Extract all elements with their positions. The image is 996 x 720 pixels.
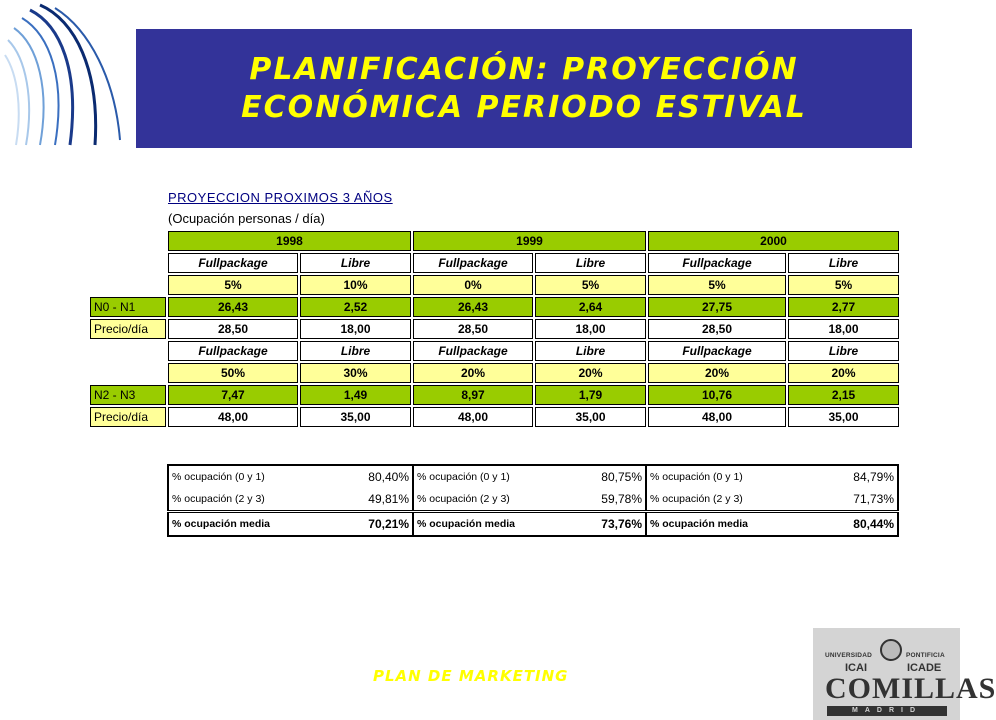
logo-swoosh-icon xyxy=(0,0,140,150)
occupancy-cell: 1,79 xyxy=(535,385,646,405)
occupancy-average-value: 70,21% xyxy=(348,512,413,537)
occupancy-value: 84,79% xyxy=(831,465,898,488)
percentage-cell: 50% xyxy=(168,363,298,383)
year-cell: 2000 xyxy=(648,231,899,251)
occupancy-label: % ocupación (0 y 1) xyxy=(168,465,348,488)
occupancy-cell: 2,77 xyxy=(788,297,899,317)
price-cell: 18,00 xyxy=(300,319,411,339)
percentage-cell: 5% xyxy=(788,275,899,295)
occupancy-cell: 26,43 xyxy=(413,297,533,317)
occupancy-row xyxy=(90,297,899,317)
percentage-cell: 20% xyxy=(535,363,646,383)
badge-text-icai: ICAI xyxy=(845,662,867,674)
price-cell: 35,00 xyxy=(300,407,411,427)
package-header-cell: Libre xyxy=(535,253,646,273)
row-label: N2 - N3 xyxy=(90,385,166,405)
blank-cell xyxy=(90,275,166,295)
page-title-line-2: ECONÓMICA PERIODO ESTIVAL xyxy=(241,89,807,125)
occupancy-value: 80,75% xyxy=(583,465,646,488)
occupancy-label: % ocupación (0 y 1) xyxy=(413,465,583,488)
row-label: Precio/día xyxy=(90,407,166,427)
blank-cell xyxy=(90,253,166,273)
occupancy-value: 80,40% xyxy=(348,465,413,488)
package-header-cell: Fullpackage xyxy=(413,253,533,273)
section-heading: PROYECCION PROXIMOS 3 AÑOS xyxy=(168,190,393,205)
percentage-cell: 20% xyxy=(788,363,899,383)
price-cell: 48,00 xyxy=(648,407,786,427)
badge-inner xyxy=(819,632,996,716)
badge-text-icade: ICADE xyxy=(907,662,942,674)
package-header-cell: Libre xyxy=(535,341,646,361)
year-cell: 1999 xyxy=(413,231,646,251)
occupancy-summary-table xyxy=(167,464,899,537)
package-header-cell: Fullpackage xyxy=(648,253,786,273)
price-cell: 28,50 xyxy=(648,319,786,339)
percentage-cell: 0% xyxy=(413,275,533,295)
occupancy-value: 59,78% xyxy=(583,488,646,512)
badge-text-pontificia: PONTIFICIA xyxy=(906,652,945,659)
occupancy-cell: 1,49 xyxy=(300,385,411,405)
badge-text-universidad: UNIVERSIDAD xyxy=(825,652,872,659)
year-cell: 1998 xyxy=(168,231,411,251)
percentage-cell: 10% xyxy=(300,275,411,295)
occupancy-cell: 2,52 xyxy=(300,297,411,317)
seal-icon xyxy=(880,639,902,661)
price-cell: 18,00 xyxy=(535,319,646,339)
occupancy-average-label: % ocupación media xyxy=(646,512,831,537)
package-header-cell: Libre xyxy=(300,341,411,361)
row-label: N0 - N1 xyxy=(90,297,166,317)
percentage-row xyxy=(90,275,899,295)
price-row xyxy=(90,319,899,339)
occupancy-value: 71,73% xyxy=(831,488,898,512)
occupancy-average-label: % ocupación media xyxy=(413,512,583,537)
occupancy-cell: 2,15 xyxy=(788,385,899,405)
occupancy-label: % ocupación (2 y 3) xyxy=(413,488,583,512)
section-subheading: (Ocupación personas / día) xyxy=(168,211,325,226)
blank-cell xyxy=(90,341,166,361)
title-banner xyxy=(136,29,912,148)
price-cell: 28,50 xyxy=(413,319,533,339)
package-header-cell: Fullpackage xyxy=(413,341,533,361)
occupancy-average-value: 73,76% xyxy=(583,512,646,537)
package-header-row xyxy=(90,341,899,361)
package-header-cell: Libre xyxy=(300,253,411,273)
occupancy-23-row xyxy=(168,488,898,512)
occupancy-label: % ocupación (2 y 3) xyxy=(646,488,831,512)
badge-text-comillas: COMILLAS xyxy=(825,672,996,705)
row-label: Precio/día xyxy=(90,319,166,339)
badge-text-madrid: MADRID xyxy=(827,706,947,716)
page-title-line-1: PLANIFICACIÓN: PROYECCIÓN xyxy=(249,51,799,87)
price-cell: 28,50 xyxy=(168,319,298,339)
percentage-cell: 5% xyxy=(168,275,298,295)
occupancy-average-label: % ocupación media xyxy=(168,512,348,537)
package-header-row xyxy=(90,253,899,273)
occupancy-cell: 10,76 xyxy=(648,385,786,405)
occupancy-cell: 2,64 xyxy=(535,297,646,317)
percentage-cell: 20% xyxy=(413,363,533,383)
percentage-cell: 30% xyxy=(300,363,411,383)
price-cell: 18,00 xyxy=(788,319,899,339)
occupancy-label: % ocupación (0 y 1) xyxy=(646,465,831,488)
price-cell: 35,00 xyxy=(535,407,646,427)
price-cell: 35,00 xyxy=(788,407,899,427)
price-row xyxy=(90,407,899,427)
occupancy-value: 49,81% xyxy=(348,488,413,512)
package-header-cell: Fullpackage xyxy=(168,253,298,273)
occupancy-cell: 7,47 xyxy=(168,385,298,405)
package-header-cell: Libre xyxy=(788,341,899,361)
occupancy-cell: 27,75 xyxy=(648,297,786,317)
package-header-cell: Libre xyxy=(788,253,899,273)
footer-label: PLAN DE MARKETING xyxy=(373,667,569,685)
price-cell: 48,00 xyxy=(413,407,533,427)
occupancy-label: % ocupación (2 y 3) xyxy=(168,488,348,512)
occupancy-average-value: 80,44% xyxy=(831,512,898,537)
blank-cell xyxy=(90,231,166,251)
percentage-cell: 5% xyxy=(648,275,786,295)
package-header-cell: Fullpackage xyxy=(168,341,298,361)
blank-cell xyxy=(90,363,166,383)
price-cell: 48,00 xyxy=(168,407,298,427)
occupancy-row xyxy=(90,385,899,405)
years-row xyxy=(90,231,899,251)
occupancy-01-row xyxy=(168,465,898,488)
occupancy-cell: 8,97 xyxy=(413,385,533,405)
university-badge-logo xyxy=(813,628,996,720)
percentage-cell: 20% xyxy=(648,363,786,383)
percentage-cell: 5% xyxy=(535,275,646,295)
projection-table xyxy=(88,229,901,429)
occupancy-cell: 26,43 xyxy=(168,297,298,317)
occupancy-average-row xyxy=(168,512,898,537)
percentage-row xyxy=(90,363,899,383)
package-header-cell: Fullpackage xyxy=(648,341,786,361)
